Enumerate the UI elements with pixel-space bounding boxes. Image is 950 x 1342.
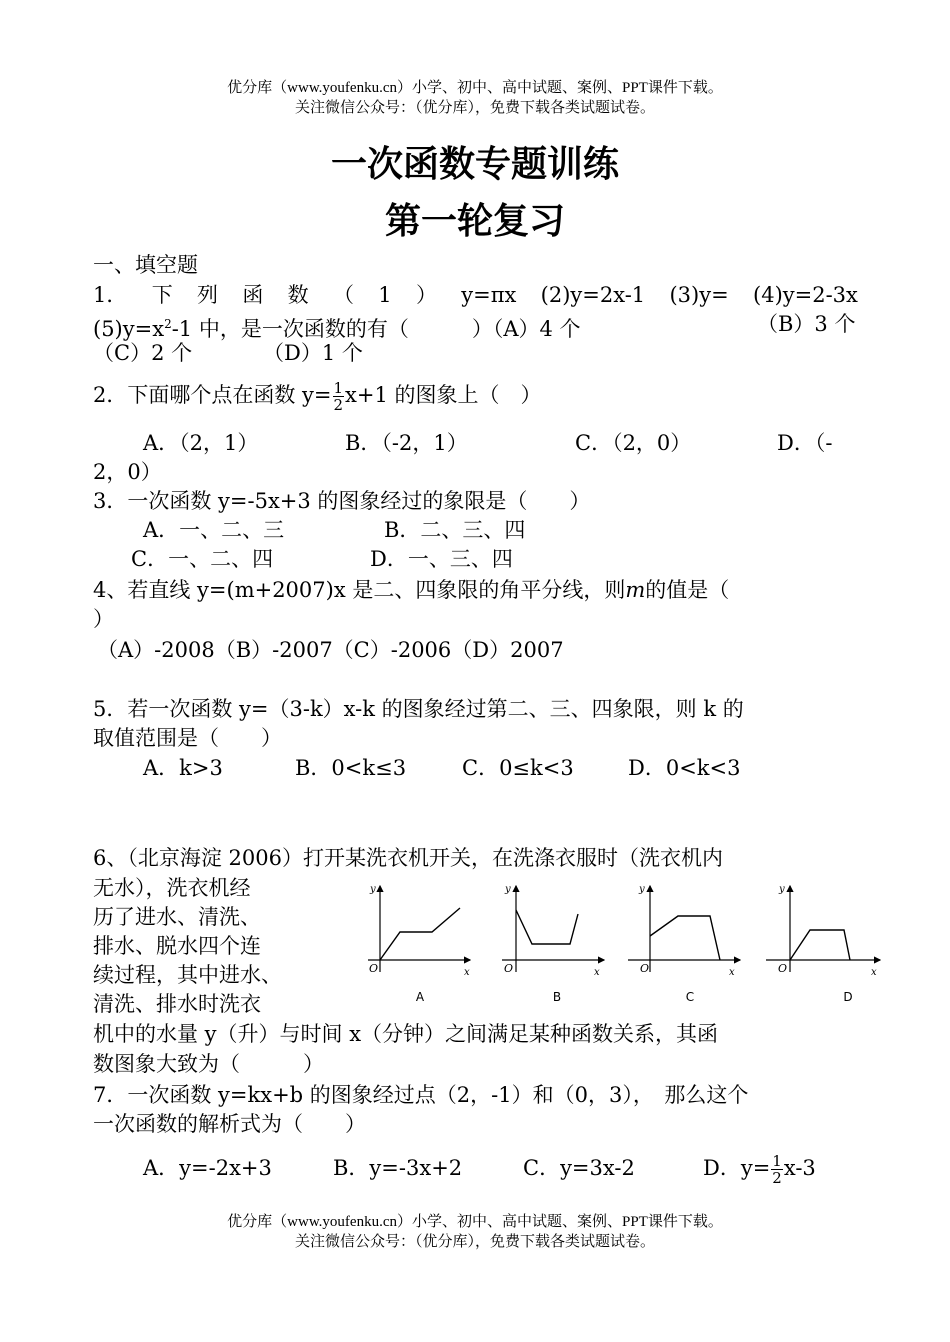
q6-wrap-1-text: 无水），洗衣机经 (93, 876, 251, 900)
q5-option-a: A．k>3 (143, 756, 223, 780)
graph-d-label: D (843, 990, 853, 1004)
page-title: 一次函数专题训练 (330, 144, 619, 185)
q1-line-2: $(5)y=x^2-1$ 中，是一次函数的有（ ）（A）4 个 (93, 317, 581, 341)
q7-option-a: A．y=-2x+3 (143, 1156, 272, 1180)
q2-option-d-cont: 2，0） (93, 460, 162, 484)
q6-wrap-2: 历了进水、清洗、 (93, 905, 261, 929)
q7-stem: 7．一次函数 y=kx+b 的图象经过点（2，-1）和（0，3）， 那么这个 (93, 1083, 749, 1107)
header-line-1: 优分库（www.youfenku.cn）小学、初中、高中试题、案例、PPT课件下载。 (227, 80, 723, 96)
x-label: x (464, 967, 470, 978)
origin-label: O (640, 962, 650, 975)
graph-a-curve (380, 908, 460, 960)
footer-line-1: 优分库（www.youfenku.cn）小学、初中、高中试题、案例、PPT课件下载。 (227, 1214, 723, 1230)
q4-close: ） (93, 607, 114, 631)
y-label: y (639, 884, 645, 895)
q6-wrap-3: 排水、脱水四个连 (93, 934, 261, 958)
graph-c-label: C (685, 990, 695, 1004)
q7-fraction: $\frac{1}{2}$ (772, 1152, 782, 1187)
q4-stem: 4、若直线 y=(m+2007)x 是二、四象限的角平分线，则m的值是（ (93, 578, 730, 602)
y-label: y (370, 884, 376, 895)
x-label: x (594, 967, 600, 978)
graph-b-curve (516, 910, 578, 944)
q2-option-c: C．（2，0） (575, 431, 692, 455)
q3-option-a: A．一、二、三 (143, 518, 285, 542)
q5-option-c: C．0≤k<3 (462, 756, 574, 780)
q6-wrap-5: 清洗、排水时洗衣 (93, 992, 261, 1016)
footer-line-2: 关注微信公众号：（优分库），免费下载各类试题试卷。 (294, 1234, 655, 1250)
q7-stem-2: 一次函数的解析式为（ ） (93, 1112, 366, 1136)
graph-d-curve (790, 930, 850, 960)
q7-option-b: B．y=-3x+2 (333, 1156, 463, 1180)
q7-option-c: C．y=3x-2 (523, 1156, 635, 1180)
q6-line-1: 6、（北京海淀 2006）打开某洗衣机开关，在洗涤衣服时（洗衣机内 (93, 846, 723, 870)
q3-option-b: B．二、三、四 (384, 518, 526, 542)
graph-b (490, 880, 615, 980)
y-label: y (505, 884, 511, 895)
page-subtitle: 第一轮复习 (384, 201, 565, 242)
q1-line-1: 1． 下 列 函 数 （ 1 ） y=πx (2)y=2x-1 (3)y= (4)y=2-3x (93, 283, 858, 307)
q1-option-b: （B）3 个 (757, 312, 856, 336)
q6-wrap-4: 续过程，其中进水、 (93, 963, 282, 987)
graph-c (624, 880, 749, 980)
q6-line-8: 数图象大致为（ ） (93, 1052, 324, 1076)
origin-label: O (504, 962, 514, 975)
q3-option-d: D．一、三、四 (370, 547, 513, 571)
x-label: x (729, 967, 735, 978)
q5-option-d: D．0<k<3 (628, 756, 741, 780)
q2-option-a: A．（2，1） (143, 431, 259, 455)
q6-line-7: 机中的水量 y（升）与时间 x（分钟）之间满足某种函数关系，其函 (93, 1022, 719, 1046)
x-label: x (871, 967, 877, 978)
graph-d (764, 880, 889, 980)
q2-option-d: D．（- (777, 431, 833, 455)
q2-fraction: $\frac{1}{2}$ (333, 379, 344, 414)
q1-option-c: （C）2 个 (93, 341, 193, 365)
q7-option-d: D．y= $\frac{1}{2}$ x-3 (703, 1152, 816, 1187)
q5-stem-2: 取值范围是（ ） (93, 726, 282, 750)
q2-option-b: B．（-2，1） (345, 431, 468, 455)
header-line-2: 关注微信公众号：（优分库），免费下载各类试题试卷。 (294, 100, 655, 116)
origin-label: O (778, 962, 788, 975)
q3-stem: 3．一次函数 y=-5x+3 的图象经过的象限是（ ） (93, 489, 591, 513)
q5-stem: 5．若一次函数 y=（3-k）x-k 的图象经过第二、三、四象限，则 k 的 (93, 697, 744, 721)
q5-option-b: B．0<k≤3 (295, 756, 407, 780)
origin-label: O (369, 962, 379, 975)
section-heading: 一、填空题 (93, 253, 198, 277)
graph-c-curve (650, 916, 720, 960)
graph-a (352, 880, 477, 980)
q1-option-d: （D）1 个 (263, 341, 363, 365)
graph-a-label: A (415, 990, 425, 1004)
q2-stem: 2．下面哪个点在函数 y= $\frac{1}{2}$ x+1 的图象上（ ） (93, 379, 542, 414)
q4-options: （A）-2008（B）-2007（C）-2006（D）2007 (97, 638, 564, 662)
y-label: y (779, 884, 785, 895)
q3-option-c: C．一、二、四 (131, 547, 274, 571)
graph-b-label: B (552, 990, 562, 1004)
